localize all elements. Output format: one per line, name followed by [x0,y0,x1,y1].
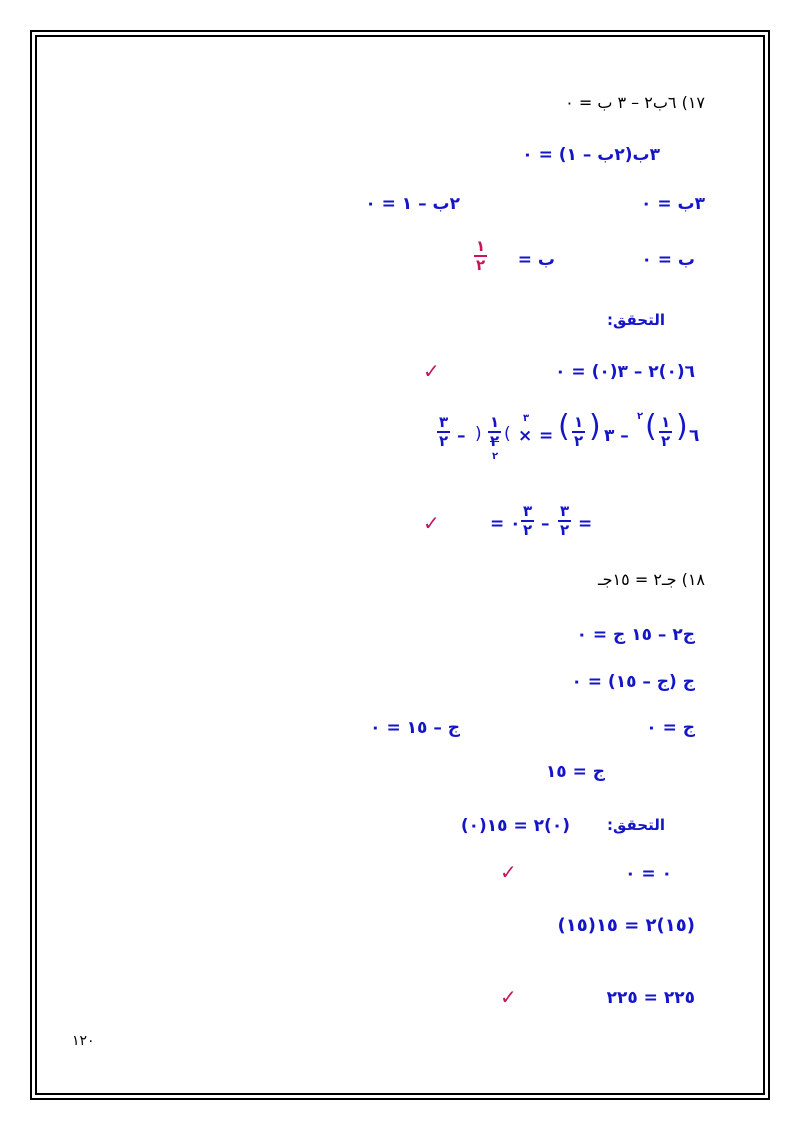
left-paren: ) [589,409,601,444]
p17-check2-half-2 [572,415,585,449]
p17-check2-three-halves [437,415,450,449]
p18-step-2: ج (ج – ١٥) = ٠ [571,672,695,692]
problem-17-statement: ١٧) ٦ب٢ – ٣ ب = ٠ [565,93,705,112]
p17-check3-result: = ٠ [490,514,521,534]
fraction-denominator: ٢ [439,432,449,450]
p18-case-b: ج – ١٥ = ٠ [370,718,460,738]
fraction-denominator: ٢ [560,521,570,539]
fraction-numerator: ١ [574,413,584,431]
fraction-numerator: ٣ [560,502,570,520]
p17-check3-frac-b [521,504,534,538]
fraction-denominator: ٢ [523,521,533,539]
check-mark-icon: ✓ [423,511,440,535]
check-mark-icon: ✓ [423,359,440,383]
p17-check2-cancel-top: ٣ [523,413,530,424]
p17-solution-b-label: ب = [517,250,555,270]
p17-check3-frac-a [558,504,571,538]
fraction-denominator: ٢ [574,432,584,450]
fraction-numerator: ٣ [439,413,449,431]
p17-check2-paren-open: ) [504,424,511,444]
p17-case-a: ٣ب = ٠ [641,194,705,214]
fraction-numerator: ٣ [523,502,533,520]
fraction-denominator: ٢ [490,432,500,450]
p17-check2-half-1 [659,415,672,449]
fraction-denominator: ٢ [476,256,486,274]
fraction-denominator: ٢ [661,432,671,450]
p17-check2-paren-close: ( [475,424,482,444]
p17-check3-minus: – [541,514,550,534]
fraction-numerator: ١ [476,237,486,255]
p17-check3-equals: = [578,514,593,534]
p18-step-1: ج٢ – ١٥ ج = ٠ [576,625,695,645]
p18-case-a: ج = ٠ [646,718,695,738]
p17-case-b: ٢ب – ١ = ٠ [365,194,460,214]
check-mark-icon: ✓ [500,860,517,884]
p17-check2-coef: ٦ [689,426,700,446]
right-paren: ( [645,409,657,444]
p17-check-line-1: ٦(٠)٢ – ٣(٠) = ٠ [555,362,695,382]
p17-check2-half-3 [488,415,501,449]
p18-check-line-3: ٢٢٥ = ٢٢٥ [606,988,695,1008]
p18-check-line-2: (١٥)٢ = ١٥(١٥) [557,915,695,936]
page-number: ١٢٠ [72,1033,95,1049]
right-paren: ( [558,409,570,444]
p18-solution-b: ج = ١٥ [545,762,605,782]
p17-check2-cancel-bottom: ٢ [492,451,499,462]
p18-check-title: التحقق: [606,816,665,834]
p17-check2-times: × [518,426,533,446]
problem-18-statement: ١٨) جـ٢ = ١٥جـ [597,570,705,589]
p17-solution-b-fraction [474,239,487,273]
p17-check2-square: ٢ [637,411,644,422]
left-paren: ) [676,409,688,444]
p17-check-title: التحقق: [606,311,665,329]
p18-check-line-1: ٠ = ٠ [625,864,672,884]
p18-check-expression: (٠)٢ = ١٥(٠) [460,816,570,836]
fraction-numerator: ١ [661,413,671,431]
p17-check2-minus: – [457,426,466,446]
p17-check2-minus-three: – ٣ [604,426,629,446]
p17-solution-a: ب = ٠ [641,250,695,270]
p17-factored: ٣ب(٢ب – ١) = ٠ [522,145,660,165]
fraction-numerator: ١ [490,413,500,431]
p17-check2-equals: = [539,426,554,446]
check-mark-icon: ✓ [500,985,517,1009]
